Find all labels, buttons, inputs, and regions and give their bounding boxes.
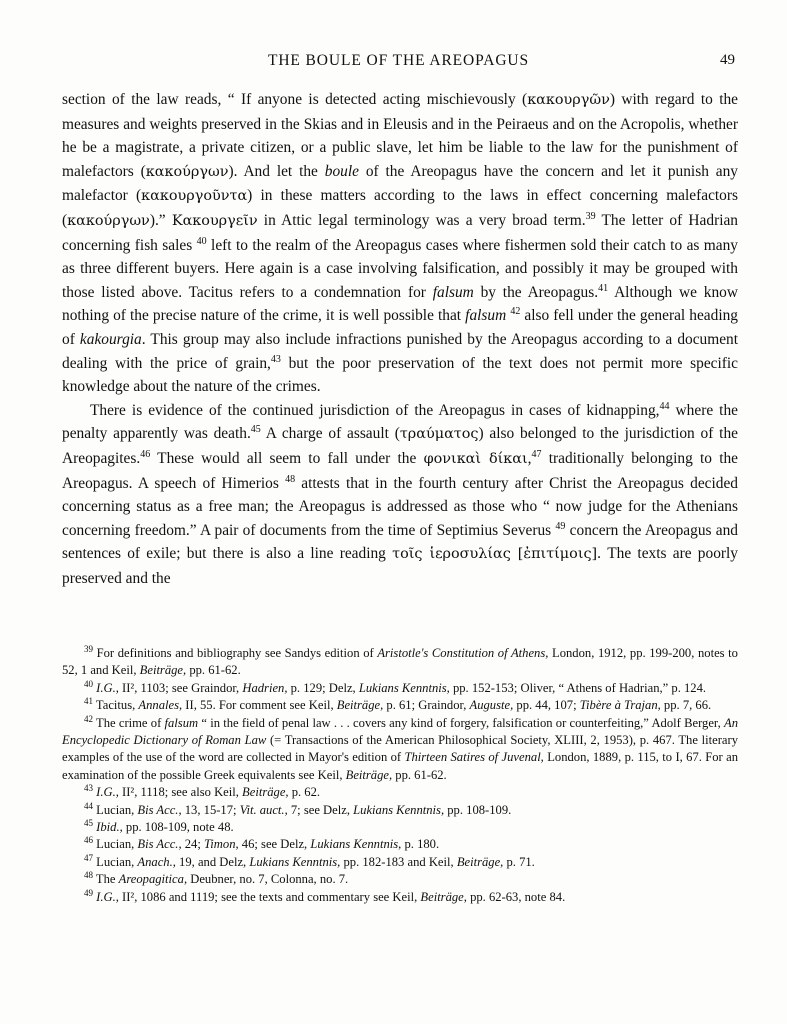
footnote-text: pp. 61-62.: [392, 767, 447, 782]
footnote-43: [62, 784, 738, 801]
footnote-italic-text: Vit. auct.,: [239, 802, 288, 817]
footnote-text: Deubner, no. 7, Colonna, no. 7.: [187, 872, 349, 887]
footnote-ref-46: 46: [140, 448, 151, 460]
footnote-italic-text: Bis Acc.,: [137, 837, 182, 852]
footnote-italic-text: Beiträge,: [139, 663, 187, 678]
footnote-48: [62, 871, 738, 888]
footnote-ref-48: 48: [285, 473, 296, 485]
body-text: [62, 88, 738, 590]
footnote-text: Lucian,: [96, 837, 138, 852]
footnote-text: pp. 108-109.: [444, 802, 512, 817]
footnote-text: pp. 44, 107;: [513, 698, 580, 713]
footnote-marker: 39: [84, 643, 93, 654]
footnote-marker: 43: [84, 783, 93, 794]
footnote-marker: 48: [84, 870, 93, 881]
footnote-text: “ in the field of penal law . . . covers any kind of forgery, falsification or counterfeiting,” Adolf Berger,: [198, 715, 725, 730]
footnote-italic-text: Anach.,: [137, 854, 176, 869]
footnote-italic-text: Timon,: [204, 837, 239, 852]
greek-term: κακούργων: [67, 212, 150, 229]
footnote-ref-41: 41: [598, 282, 609, 294]
footnote-italic-text: Beiträge,: [345, 767, 393, 782]
footnote-italic-text: Tibère à Trajan,: [579, 698, 661, 713]
footnote-text: II², 1103; see Graindor,: [118, 680, 243, 695]
footnote-text: Tacitus,: [95, 698, 139, 713]
footnote-italic-text: Annales,: [138, 698, 183, 713]
footnote-italic-text: An Encyclopedic Dictionary of Roman Law: [62, 715, 739, 748]
footnote-marker: 42: [84, 713, 93, 724]
footnote-text: pp. 62-63, note 84.: [466, 889, 566, 904]
footnote-italic-text: Beiträge,: [420, 889, 467, 904]
footnote-text: London, 1912, pp. 199-200, notes to 52, 1 and Keil,: [62, 646, 738, 678]
footnote-47: [62, 854, 738, 871]
footnote-ref-42: 42: [510, 306, 521, 318]
footnote-40: [62, 680, 738, 697]
footnote-italic-text: Beiträge,: [456, 854, 504, 869]
footnote-text: 13, 15-17;: [181, 802, 240, 817]
footnote-marker: 44: [84, 800, 93, 811]
footnote-italic-text: Beiträge,: [336, 698, 384, 713]
paragraph-2: There is evidence of the continued jurisdiction of the Areopagus in cases of kidnapping,$^{44}$ where the penalty apparently was death.$^{45}$ A charge of assault (τραύματος) also belonged to the jurisdiction of the Areopagites.$^{46}$ These would all seem to fall under the φονικαὶ δίκαι,$^{47}$ traditionally belonging to the Areopagus. A speech of Himerios $^{48}$ attests that in the fourth century after Christ the Areopagus decided concerning status as a free man; the Areopagus is addressed as those who “ now judge for the Athenians concerning freedom.” A pair of documents from the time of Septimius Severus $^{49}$ concern the Areopagus and sentences of exile; but there is also a line reading τοῖς ἱεροσυλίας [ἐπιτίμοις]. The texts are poorly preserved and the: [62, 400, 738, 587]
greek-term: κακουργῶν: [527, 92, 610, 108]
footnote-text: The crime of: [96, 715, 165, 730]
footnote-45: [62, 819, 738, 836]
footnote-text: pp. 108-109, note 48.: [122, 820, 234, 835]
footnote-marker: 41: [84, 696, 93, 707]
footnote-39: [62, 645, 738, 680]
footnote-ref-45: 45: [250, 424, 261, 436]
footnote-text: pp. 61-62.: [186, 663, 241, 678]
footnote-italic-text: Ibid.,: [96, 820, 123, 835]
footnote-italic-text: Aristotle's Constitution of Athens,: [377, 646, 549, 660]
footnote-text: p. 62.: [288, 785, 321, 800]
footnotes: [62, 645, 738, 906]
footnote-ref-39: 39: [585, 210, 596, 222]
page-header: [62, 52, 735, 74]
footnote-marker: 40: [84, 678, 93, 689]
footnote-italic-text: falsum: [164, 715, 199, 730]
footnote-text: p. 71.: [503, 854, 535, 869]
footnote-text: II, 55. For comment see Keil,: [182, 698, 337, 713]
footnote-text: 19, and Delz,: [175, 854, 250, 869]
footnote-text: Lucian,: [96, 854, 138, 869]
footnote-italic-text: I.G.,: [96, 889, 119, 904]
footnote-text: p. 180.: [401, 837, 440, 852]
footnote-italic-text: Areopagitica,: [118, 872, 188, 887]
paragraph-1: section of the law reads, “ If anyone is detected acting mischievously (κακουργῶν) with regard to the measures and weights preserved in the Skias and in Eleusis and in the Peiraeus and on the Acropolis, whether he be a magistrate, a private citizen, or a public slave, let him be liable to the law for the punishment of malefactors (κακούργων). And let the boule of the Areopagus have the concern and let it punish any malefactor (κακουργοῦντα) in these matters according to the laws in effect concerning malefactors (κακούργων).” Κακουργεῖν in Attic legal terminology was a very broad term.$^{39}$ The letter of Hadrian concerning fish sales $^{40}$ left to the realm of the Areopagus cases where fishermen sold their catch to as many as three different buyers. Here again is a case involving falsification, and possibly it may be grouped with those listed above. Tacitus refers to a condemnation for falsum by the Areopagus.$^{41}$ Although we know nothing of the precise nature of the crime, it is well possible that falsum $^{42}$ also fell under the general heading of kakourgia. This group may also include infractions punished by the Areopagus according to a document dealing with the price of grain,$^{43}$ but the poor preservation of the text does not permit more specific knowledge about the nature of the crimes.: [62, 91, 739, 396]
footnote-italic-text: Hadrien,: [242, 680, 288, 695]
footnote-ref-44: 44: [659, 400, 670, 412]
footnote-ref-47: 47: [531, 448, 542, 460]
footnote-text: Lucian,: [96, 802, 138, 817]
greek-term: τοῖς ἱεροσυλίας [ἐπιτίμοις]: [392, 546, 598, 563]
footnote-italic-text: I.G.,: [96, 680, 119, 695]
footnote-text: II², 1118; see also Keil,: [118, 785, 243, 800]
footnote-text: 7; see Delz,: [287, 802, 354, 817]
footnote-text: The: [95, 872, 119, 887]
footnote-italic-text: Lukians Kenntnis,: [353, 802, 445, 817]
italic-term: falsum: [432, 283, 474, 301]
footnote-marker: 49: [84, 887, 93, 898]
running-head: THE BOULE OF THE AREOPAGUS: [267, 52, 530, 69]
footnote-italic-text: Lukians Kenntnis,: [249, 854, 341, 869]
footnote-ref-43: 43: [270, 353, 281, 365]
footnote-italic-text: Auguste,: [469, 698, 514, 713]
footnote-text: For definitions and bibliography see Sandys edition of: [96, 646, 378, 660]
greek-term: τραύματος: [399, 426, 479, 443]
footnote-ref-40: 40: [196, 235, 207, 247]
greek-term: φονικαὶ δίκαι: [423, 450, 528, 467]
footnote-marker: 46: [84, 835, 93, 846]
page-number: 49: [720, 52, 735, 68]
italic-term: boule: [324, 162, 359, 180]
footnote-49: [62, 889, 738, 906]
footnote-italic-text: I.G.,: [96, 785, 119, 800]
footnote-text: 46; see Delz,: [238, 837, 311, 852]
footnote-text: pp. 7, 66.: [660, 698, 712, 713]
footnote-italic-text: Bis Acc.,: [137, 802, 182, 817]
greek-term: κακούργων: [145, 163, 229, 180]
footnote-ref-49: 49: [555, 520, 566, 532]
footnote-text: pp. 152-153; Oliver, “ Athens of Hadrian,” p. 124.: [449, 680, 707, 695]
footnote-text: (= Transactions of the American Philosophical Society, XLIII, 2, 1953), p. 467. The literary examples of the use of the word are collected in Mayor's edition of: [62, 733, 738, 765]
italic-term: falsum: [465, 307, 507, 325]
footnote-text: 24;: [181, 837, 204, 852]
footnote-46: [62, 836, 738, 853]
footnote-italic-text: Thirteen Satires of Juvenal,: [404, 750, 544, 765]
greek-term: Κακουργεῖν: [171, 212, 258, 229]
footnote-marker: 45: [84, 817, 93, 828]
footnote-text: II², 1086 and 1119; see the texts and commentary see Keil,: [118, 889, 421, 904]
footnote-italic-text: Beiträge,: [242, 785, 289, 800]
footnote-44: [62, 802, 738, 819]
footnote-text: London, 1889, p. 115, to I, 67. For an examination of the possible Greek equivalents see Keil,: [62, 750, 738, 782]
footnote-italic-text: Lukians Kenntnis,: [358, 680, 450, 695]
footnote-41: [62, 697, 738, 714]
italic-term: kakourgia: [79, 330, 142, 348]
footnote-text: p. 129; Delz,: [287, 680, 359, 695]
footnote-marker: 47: [84, 852, 93, 863]
footnote-italic-text: Lukians Kenntnis,: [310, 837, 402, 852]
greek-term: κακουργοῦντα: [141, 188, 248, 205]
footnote-text: p. 61; Graindor,: [383, 698, 470, 713]
footnote-42: [62, 715, 738, 785]
footnote-text: pp. 182-183 and Keil,: [340, 854, 457, 869]
